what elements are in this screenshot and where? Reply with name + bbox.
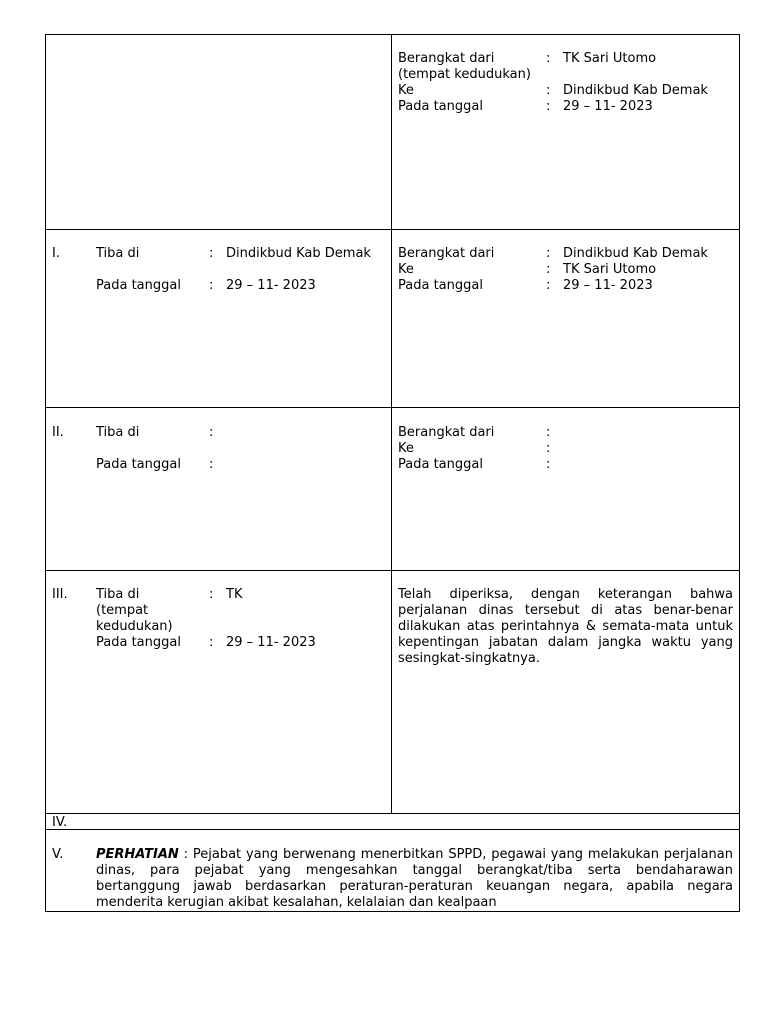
ke-value: TK Sari Utomo [563,262,657,277]
colon: : [546,278,551,293]
berangkat-label: Berangkat dari [398,51,495,66]
section-number: IV. [52,815,68,830]
verification-statement: Telah diperiksa, dengan keterangan bahwa perjalanan dinas tersebut di atas benar-benar dilakukan atas perintahnya & semata-mata untuk kepentingan jabatan dalam jangka waktu yang sesingkat-singkatnya. [398,587,733,666]
colon: : [209,457,214,472]
section1-right-cell [398,246,734,294]
ke-value: Dindikbud Kab Demak [563,83,708,98]
section2-left-cell [52,425,387,473]
form-frame [45,34,740,912]
top-right-cell [398,51,734,115]
tanggal-label: Pada tanggal [398,457,483,472]
colon: : [546,262,551,277]
tiba-sub-label: kedudukan) [96,619,173,634]
colon: : [546,51,551,66]
colon: : [209,425,214,440]
tiba-label: Tiba di [96,587,140,602]
tiba-label: Tiba di [96,246,140,261]
berangkat-sub-label: (tempat kedudukan) [398,67,531,82]
berangkat-value: Dindikbud Kab Demak [563,246,708,261]
berangkat-value: TK Sari Utomo [563,51,657,66]
ke-label: Ke [398,262,414,277]
section1-left-cell [52,246,387,294]
tanggal-label: Pada tanggal [96,457,181,472]
section-number: II. [52,425,64,440]
tanggal-label: Pada tanggal [96,278,181,293]
row-divider-4 [45,813,740,814]
tanggal-value: 29 – 11- 2023 [563,278,653,293]
section-number: III. [52,587,68,602]
section2-right-cell [398,425,734,473]
colon: : [546,425,551,440]
colon: : [546,246,551,261]
tanggal-value: 29 – 11- 2023 [563,99,653,114]
column-divider [391,34,392,814]
tiba-value: Dindikbud Kab Demak [226,246,371,261]
colon: : [209,587,214,602]
colon: : [546,83,551,98]
tanggal-value: 29 – 11- 2023 [226,278,316,293]
berangkat-label: Berangkat dari [398,425,495,440]
tiba-label: Tiba di [96,425,140,440]
tanggal-label: Pada tanggal [96,635,181,650]
colon: : [546,99,551,114]
row-divider-1 [45,229,740,230]
colon: : [546,441,551,456]
section-number: I. [52,246,60,261]
tanggal-label: Pada tanggal [398,278,483,293]
ke-label: Ke [398,441,414,456]
row-divider-2 [45,407,740,408]
colon: : [546,457,551,472]
colon: : [209,246,214,261]
attention-note [96,847,733,911]
colon: : [209,635,214,650]
tiba-sub-label: (tempat [96,603,149,618]
section-number: V. [52,847,64,862]
ke-label: Ke [398,83,414,98]
colon: : [209,278,214,293]
berangkat-label: Berangkat dari [398,246,495,261]
attention-text: : Pejabat yang berwenang menerbitkan SPPD, pegawai yang melakukan perjalanan dinas, para pejabat yang mengesahkan tanggal berangkat/tiba serta bendaharawan bertanggung jawab berdasarkan peraturan-peraturan keuangan negara, apabila negara menderita kerugian akibat kesalahan, kelalaian dan kealpaan [96,847,733,910]
tiba-value: TK [226,587,243,602]
section3-left-cell [52,587,387,651]
tanggal-label: Pada tanggal [398,99,483,114]
attention-label: PERHATIAN [96,847,179,862]
row-divider-3 [45,570,740,571]
tanggal-value: 29 – 11- 2023 [226,635,316,650]
